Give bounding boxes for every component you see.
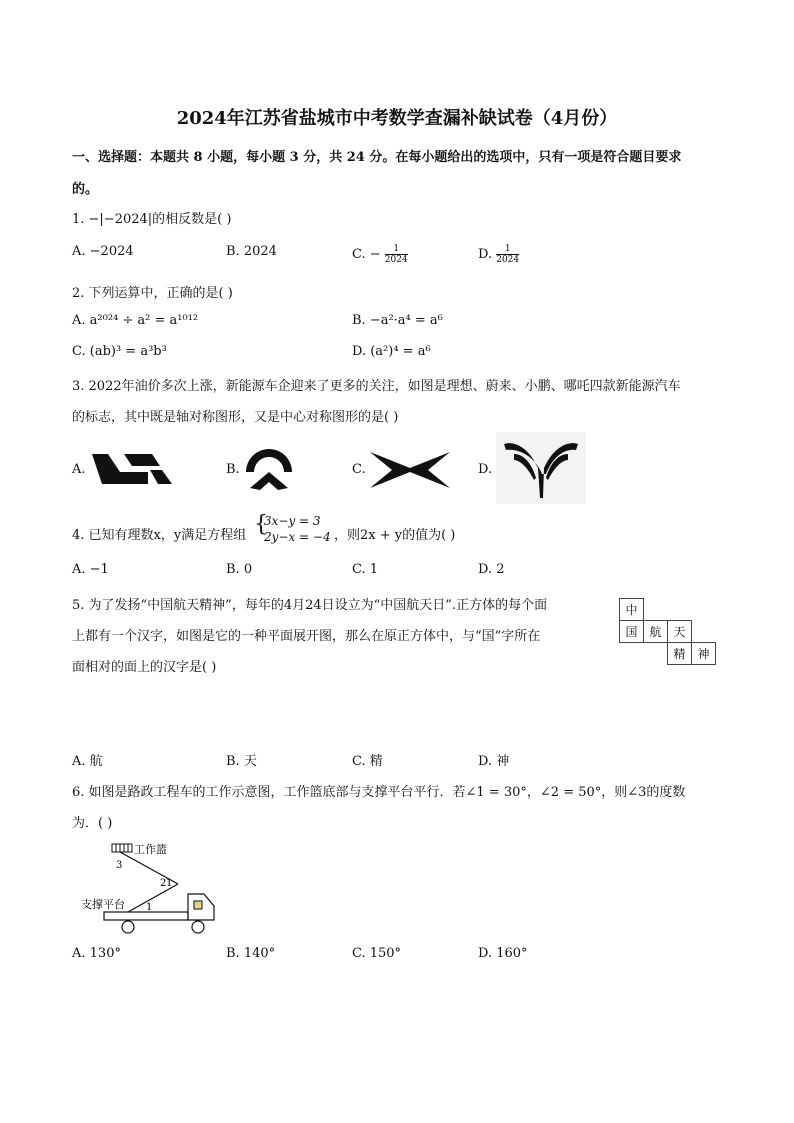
fraction-denominator: 2024 bbox=[384, 255, 408, 265]
fraction-denominator: 2024 bbox=[496, 255, 520, 265]
q3-stem-line1: 3. 2022年油价多次上涨，新能源车企迎来了更多的关注，如图是理想、蔚来、小鹏、哪吒四款新能源汽车 bbox=[72, 379, 681, 394]
q6-option-c[interactable]: C. 150° bbox=[352, 946, 402, 961]
q4-stem-post: ，则2x + y的值为( ) bbox=[334, 528, 456, 543]
q5-stem-line3: 面相对的面上的汉字是( ) bbox=[72, 660, 217, 675]
q2-stem: 2. 下列运算中，正确的是( ) bbox=[72, 286, 233, 301]
q5-option-a[interactable]: A. 航 bbox=[72, 754, 103, 769]
q4-option-b[interactable]: B. 0 bbox=[226, 562, 253, 577]
cube-net-figure bbox=[619, 598, 716, 665]
q6-option-d[interactable]: D. 160° bbox=[478, 946, 528, 961]
section-heading-cont: 的。 bbox=[72, 182, 99, 197]
q2-option-c[interactable]: C. (ab)³ = a³b³ bbox=[72, 344, 167, 359]
work-vehicle-figure bbox=[78, 838, 218, 936]
net-cell: 航 bbox=[644, 621, 668, 643]
fig-label-platform: 支撑平台 bbox=[81, 898, 125, 911]
fig-angle-1: 1 bbox=[146, 902, 153, 913]
q2-option-b[interactable]: B. −a²·a⁴ = a⁶ bbox=[352, 313, 443, 328]
fig-label-basket: 工作篮 bbox=[134, 843, 167, 856]
q1-option-d-fraction bbox=[496, 244, 519, 265]
fraction-numerator: 1 bbox=[496, 244, 519, 255]
q6-stem-line1: 6. 如图是路政工程车的工作示意图，工作篮底部与支撑平台平行．若∠1 = 30°，∠2 = 50°，则∠3的度数 bbox=[72, 785, 686, 800]
q4-equation-1: 3x−y = 3 bbox=[264, 514, 321, 528]
net-cell: 神 bbox=[692, 643, 716, 665]
q5-option-c[interactable]: C. 精 bbox=[352, 754, 383, 769]
q3-option-b[interactable]: B. bbox=[226, 462, 240, 477]
q1-stem: 1. −|−2024|的相反数是( ) bbox=[72, 212, 232, 227]
section-heading: 一、选择题：本题共 8 小题，每小题 3 分，共 24 分。在每小题给出的选项中，只有一项是符合题目要求 bbox=[72, 150, 682, 165]
q1-option-d[interactable] bbox=[478, 244, 519, 265]
q4-equation-2: 2y−x = −4 bbox=[264, 530, 331, 544]
net-cell: 中 bbox=[620, 599, 644, 621]
net-cell: 国 bbox=[620, 621, 644, 643]
net-cell: 精 bbox=[668, 643, 692, 665]
q2-option-a[interactable]: A. a²⁰²⁴ ÷ a² = a¹⁰¹² bbox=[72, 313, 199, 328]
q6-option-a[interactable]: A. 130° bbox=[72, 946, 121, 961]
q4-option-d[interactable]: D. 2 bbox=[478, 562, 505, 577]
brace-icon: { bbox=[254, 512, 268, 537]
fraction-numerator: 1 bbox=[385, 244, 408, 255]
q1-option-a[interactable]: A. −2024 bbox=[72, 244, 134, 259]
q4-stem-pre: 4. 已知有理数x，y满足方程组 bbox=[72, 528, 247, 543]
neta-logo-icon bbox=[496, 432, 586, 504]
q4-option-c[interactable]: C. 1 bbox=[352, 562, 379, 577]
q1-option-b[interactable]: B. 2024 bbox=[226, 244, 277, 259]
net-cell: 天 bbox=[668, 621, 692, 643]
q3-option-d[interactable]: D. bbox=[478, 462, 493, 477]
q1-option-c[interactable] bbox=[352, 244, 408, 265]
q3-option-c[interactable]: C. bbox=[352, 462, 366, 477]
q4-option-a[interactable]: A. −1 bbox=[72, 562, 109, 577]
nio-logo-icon bbox=[240, 442, 298, 494]
q3-stem-line2: 的标志，其中既是轴对称图形，又是中心对称图形的是( ) bbox=[72, 410, 399, 425]
q5-stem-line1: 5. 为了发扬“中国航天精神”，每年的4月24日设立为“中国航天日”.正方体的每个面 bbox=[72, 598, 548, 613]
q1-option-c-fraction bbox=[385, 244, 408, 265]
li-auto-logo-icon bbox=[90, 450, 174, 486]
q1-option-c-label: C. − bbox=[352, 247, 381, 262]
xpeng-logo-icon bbox=[368, 448, 452, 492]
q5-stem-line2: 上都有一个汉字，如图是它的一种平面展开图，那么在原正方体中，与“国”字所在 bbox=[72, 629, 541, 644]
q5-option-d[interactable]: D. 神 bbox=[478, 754, 510, 769]
fig-angle-3: 3 bbox=[116, 860, 123, 871]
fig-angle-2: 2 bbox=[160, 878, 167, 889]
q2-option-d[interactable]: D. (a²)⁴ = a⁶ bbox=[352, 344, 431, 359]
q6-stem-line2: 为．( ) bbox=[72, 816, 113, 831]
q6-option-b[interactable]: B. 140° bbox=[226, 946, 276, 961]
page-title: 2024年江苏省盐城市中考数学查漏补缺试卷（4月份） bbox=[176, 108, 618, 129]
q5-option-b[interactable]: B. 天 bbox=[226, 754, 257, 769]
q1-option-d-label: D. bbox=[478, 247, 497, 262]
fig-angle-1-top: 1 bbox=[166, 878, 173, 889]
q3-option-a[interactable]: A. bbox=[72, 462, 86, 477]
